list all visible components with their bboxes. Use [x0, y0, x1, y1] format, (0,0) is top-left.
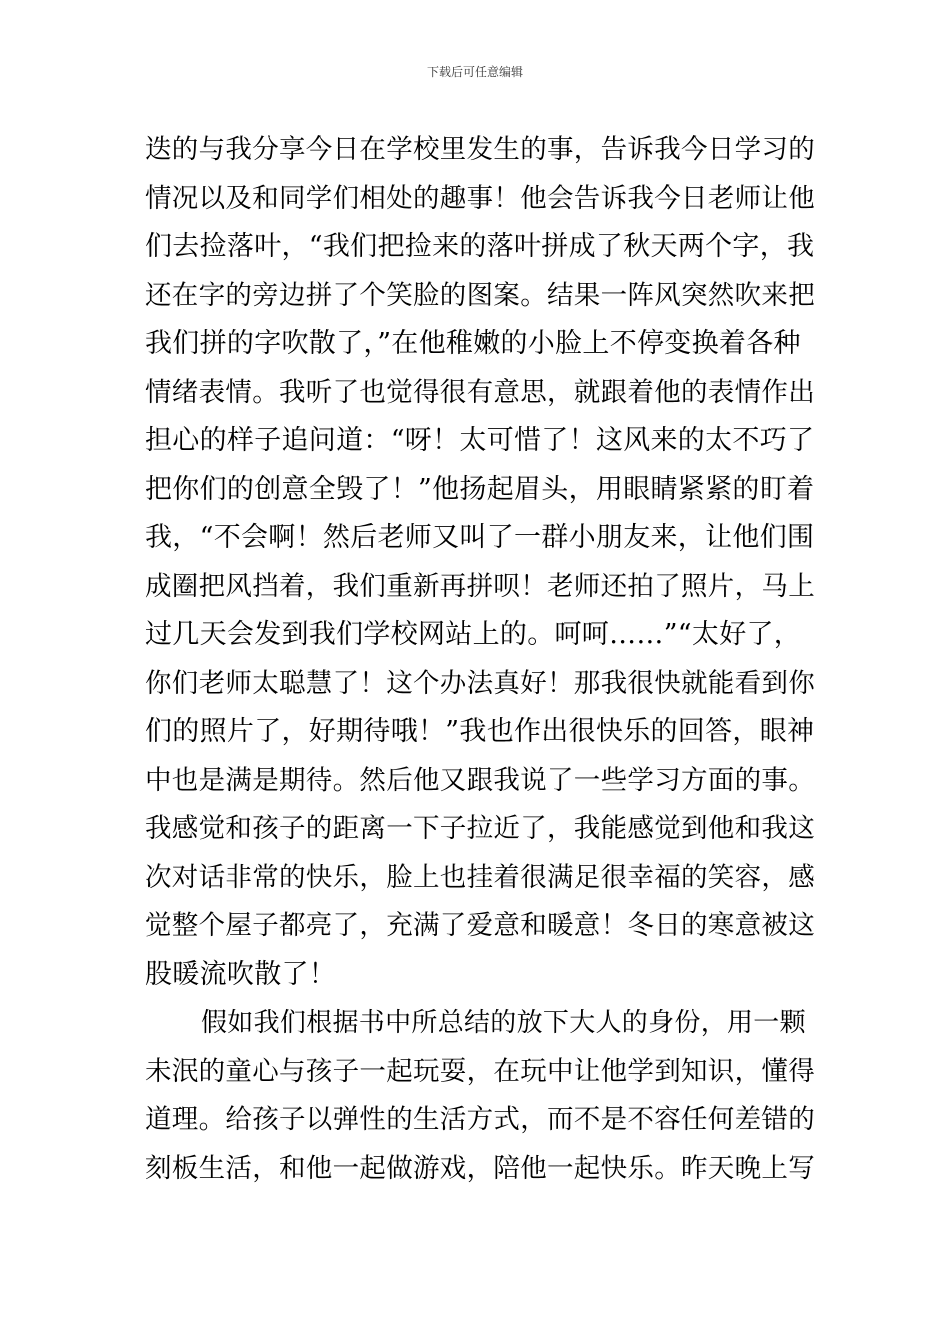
- text-line: 股暖流吹散了！: [145, 958, 337, 990]
- text-line: 们的照片了，好期待哦！”我也作出很快乐的回答，眼神: [145, 716, 815, 747]
- text-line: 迭的与我分享今日在学校里发生的事，告诉我今日学习的: [145, 134, 815, 165]
- text-line: 还在字的旁边拼了个笑脸的图案。结果一阵风突然吹来把: [145, 279, 815, 311]
- text-line: 刻板生活，和他一起做游戏，陪他一起快乐。昨天晚上写: [145, 1152, 815, 1184]
- document-body: [145, 126, 815, 1193]
- text-line: 我们拼的字吹散了，”在他稚嫩的小脸上不停变换着各种: [145, 328, 801, 359]
- text-line: 假如我们根据书中所总结的放下大人的身份，用一颗: [201, 1008, 806, 1038]
- text-line: 我感觉和孩子的距离一下子拉近了，我能感觉到他和我这: [145, 813, 815, 844]
- text-line: 我，“不会啊！然后老师又叫了一群小朋友来，让他们围: [145, 522, 815, 553]
- text-line: 觉整个屋子都亮了，充满了爱意和暖意！冬日的寒意被这: [145, 910, 815, 941]
- text-line: 们去捡落叶，“我们把捡来的落叶拼成了秋天两个字，我: [145, 231, 815, 262]
- text-line: 未泯的童心与孩子一起玩耍，在玩中让他学到知识，懂得: [145, 1055, 815, 1087]
- paragraph: [145, 999, 815, 1193]
- text-line: 情况以及和同学们相处的趣事！他会告诉我今日老师让他: [145, 182, 815, 214]
- text-line: 成圈把风挡着，我们重新再拼呗！老师还拍了照片，马上: [145, 570, 815, 602]
- text-line: 情绪表情。我听了也觉得很有意思，就跟着他的表情作出: [145, 376, 815, 408]
- text-line: 你们老师太聪慧了！这个办法真好！那我很快就能看到你: [145, 667, 815, 699]
- page-header: 下载后可任意编辑: [426, 65, 523, 79]
- text-line: 中也是满是期待。然后他又跟我说了一些学习方面的事。: [145, 764, 815, 796]
- text-line: 道理。给孩子以弹性的生活方式，而不是不容任何差错的: [145, 1104, 815, 1135]
- paragraph: [145, 126, 815, 999]
- text-line: 过几天会发到我们学校网站上的。呵呵……”“太好了，: [145, 619, 802, 650]
- text-line: 次对话非常的快乐，脸上也挂着很满足很幸福的笑容，感: [145, 861, 815, 893]
- text-line: 把你们的创意全毁了！”他扬起眉头，用眼睛紧紧的盯着: [145, 473, 815, 505]
- text-line: 担心的样子追问道：“呀！太可惜了！这风来的太不巧了: [145, 425, 815, 456]
